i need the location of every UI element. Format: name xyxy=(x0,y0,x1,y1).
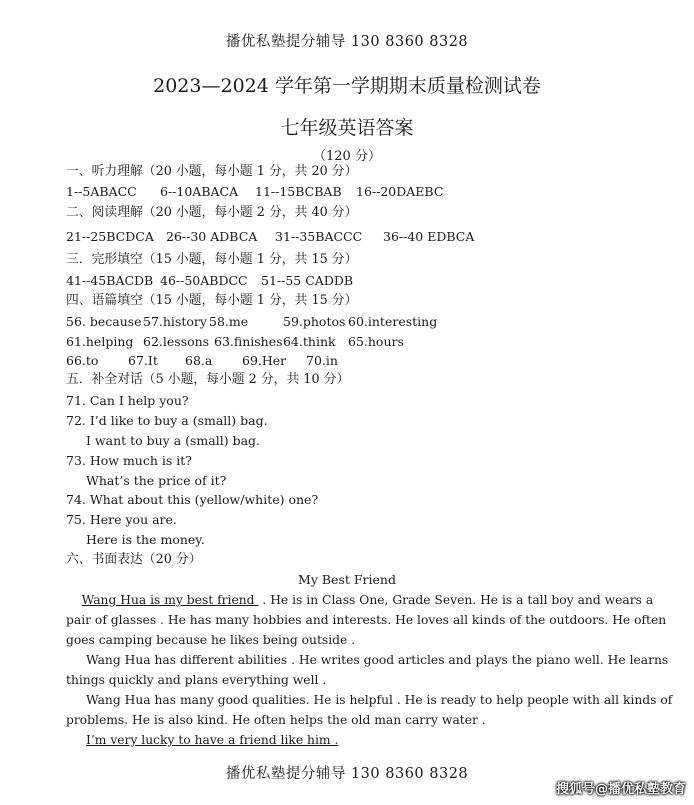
answer-group: 36--40 EDBCA xyxy=(383,229,475,244)
underlined-topic-sentence: Wang Hua is my best friend xyxy=(81,593,255,607)
section-4-heading: 四、语篇填空（15 小题，每小题 1 分，共 15 分） xyxy=(66,293,358,308)
dialogue-answer-alt: I want to buy a (small) bag. xyxy=(86,433,261,448)
essay-line: things quickly and plans everything well . xyxy=(66,673,327,687)
answer-word: 66.to xyxy=(66,353,99,368)
answer-word: 70.in xyxy=(306,353,338,368)
answer-word: 57.history xyxy=(143,314,207,329)
underlined-closing-sentence: I’m very lucky to have a friend like him . xyxy=(86,733,339,747)
answer-word: 56. because xyxy=(66,314,142,329)
section-2-heading: 二、阅读理解（20 小题，每小题 2 分，共 40 分） xyxy=(66,205,358,220)
essay-line: Wang Hua has many good qualities. He is helpful . He is ready to help people with all kinds of xyxy=(86,693,673,707)
page-header: 播优私塾提分辅导 130 8360 8328 xyxy=(225,34,469,50)
answer-group: 1--5ABACC xyxy=(66,184,137,199)
section-5-heading: 五．补全对话（5 小题，每小题 2 分，共 10 分） xyxy=(66,372,350,387)
section-1-heading: 一、听力理解（20 小题，每小题 1 分，共 20 分） xyxy=(66,164,358,179)
essay-paragraph-1 xyxy=(66,590,667,650)
answer-group: 26--30 ADBCA xyxy=(166,229,258,244)
answer-word: 63.finishes xyxy=(214,334,283,349)
answer-group: 46--50ABDCC xyxy=(160,273,248,288)
essay-line: goes camping because he likes being outside . xyxy=(66,633,356,647)
answer-group: 11--15BCBAB xyxy=(255,184,342,199)
section-6-heading: 六、书面表达（20 分） xyxy=(66,552,202,567)
dialogue-answer: 74. What about this (yellow/white) one? xyxy=(66,492,319,507)
answer-word: 60.interesting xyxy=(348,314,438,329)
answer-word: 58.me xyxy=(209,314,249,329)
answer-word: 65.hours xyxy=(348,334,404,349)
answer-group: 6--10ABACA xyxy=(160,184,239,199)
essay-text: . He is in Class One, Grade Seven. He is a tall boy and wears a xyxy=(262,593,654,607)
essay-paragraph-3 xyxy=(66,690,673,730)
source-watermark: 搜狐号@播优私塾教育 xyxy=(555,782,686,797)
section-3-heading: 三．完形填空（15 小题，每小题 1 分，共 15 分） xyxy=(66,252,358,267)
essay-line xyxy=(66,590,654,610)
answer-word: 68.a xyxy=(185,353,213,368)
dialogue-answer: 71. Can I help you? xyxy=(66,393,189,408)
essay-paragraph-2 xyxy=(66,650,669,690)
answer-group: 21--25BCDCA xyxy=(66,229,154,244)
dialogue-answer: 75. Here you are. xyxy=(66,512,177,527)
answer-word: 61.helping xyxy=(66,334,134,349)
answer-word: 64.think xyxy=(283,334,336,349)
answer-word: 69.Her xyxy=(242,353,287,368)
essay-line: Wang Hua has different abilities . He writes good articles and plays the piano well. He learns xyxy=(86,653,669,667)
dialogue-answer: 72. I’d like to buy a (small) bag. xyxy=(66,413,268,428)
answer-group: 41--45BACDB xyxy=(66,273,154,288)
answer-group: 51--55 CADDB xyxy=(261,273,354,288)
essay-line: problems. He is also kind. He often helps the old man carry water . xyxy=(66,713,486,727)
exam-title: 2023—2024 学年第一学期期末质量检测试卷 xyxy=(153,75,541,97)
dialogue-answer: 73. How much is it? xyxy=(66,453,192,468)
answer-word: 67.It xyxy=(128,353,158,368)
answer-group: 31--35BACCC xyxy=(275,229,363,244)
essay-line: pair of glasses . He has many hobbies and interests. He loves all kinds of the outdoors. He often xyxy=(66,613,667,627)
dialogue-answer-alt: What’s the price of it? xyxy=(86,473,227,488)
essay-closing xyxy=(66,730,596,750)
dialogue-answer-alt: Here is the money. xyxy=(86,532,205,547)
answer-group: 16--20DAEBC xyxy=(356,184,444,199)
exam-subtitle: 七年级英语答案 xyxy=(280,117,414,139)
total-score: （120 分） xyxy=(313,149,381,164)
answer-word: 59.photos xyxy=(283,314,346,329)
essay-title: My Best Friend xyxy=(298,572,396,587)
page-footer: 播优私塾提分辅导 130 8360 8328 xyxy=(225,766,469,782)
answer-word: 62.lessons xyxy=(143,334,210,349)
